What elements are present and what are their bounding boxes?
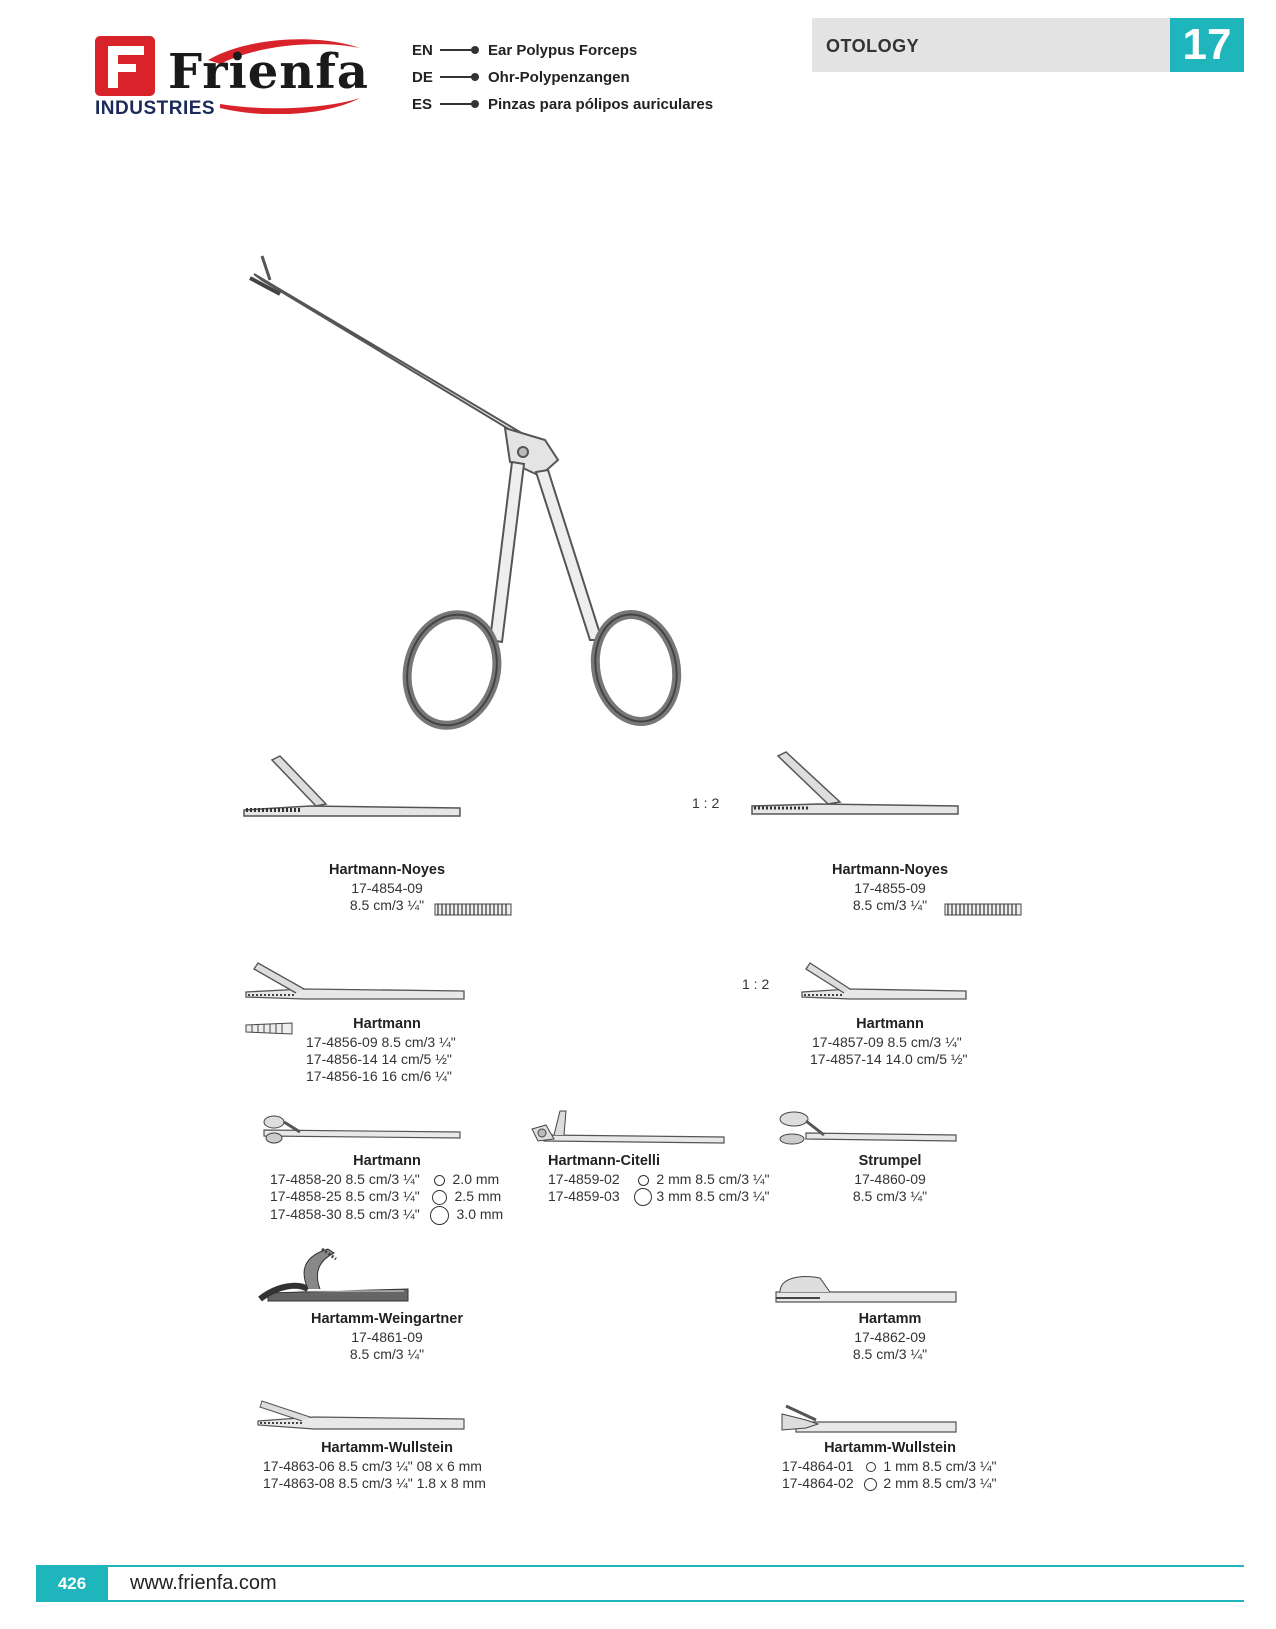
hartmann-cup-tip — [260, 1110, 470, 1150]
jaw-detail-icon — [244, 1022, 296, 1036]
product-code: 17-4855-09 — [854, 880, 926, 896]
brand-subtitle: INDUSTRIES — [95, 98, 216, 119]
product-code: 17-4862-09 — [854, 1329, 926, 1345]
product-size: 8.5 cm/3 ¼" — [852, 897, 928, 913]
lang-text: Pinzas para pólipos auriculares — [488, 95, 714, 113]
section-title: OTOLOGY — [826, 36, 920, 56]
product-name: Hartmann-Citelli — [548, 1153, 660, 1169]
product-code: 17-4861-09 — [351, 1329, 423, 1345]
product-size: 8.5 cm/3 ¼" — [852, 1346, 928, 1362]
lang-text: Ohr-Polypenzangen — [488, 68, 630, 86]
lang-code: EN — [412, 41, 433, 59]
product-code: 17-4854-09 — [351, 880, 423, 896]
jaw-serration-icon — [944, 902, 1024, 918]
variant-code: 17-4864-01 — [782, 1458, 854, 1474]
variant-size: 3.0 mm — [456, 1206, 504, 1223]
variant-code: 17-4858-25 8.5 cm/3 ¼" — [270, 1188, 420, 1204]
product-variant — [782, 1475, 997, 1492]
product-name: Hartmann-Noyes — [328, 862, 446, 878]
lang-text: Ear Polypus Forceps — [488, 41, 638, 59]
footer-rule-bottom — [36, 1600, 1244, 1602]
hartamm-tip — [770, 1270, 962, 1310]
variant-code: 17-4864-02 — [782, 1475, 854, 1491]
product-variant: 17-4856-14 14 cm/5 ½" — [306, 1051, 452, 1067]
product-name: Hartmann-Noyes — [831, 862, 949, 878]
lang-row-de — [412, 67, 630, 87]
product-variant — [270, 1171, 499, 1188]
product-size: 8.5 cm/3 ¼" — [349, 897, 425, 913]
variant-code: 17-4858-30 8.5 cm/3 ¼" — [270, 1206, 420, 1223]
product-variant: 17-4863-06 8.5 cm/3 ¼" 08 x 6 mm — [263, 1458, 482, 1474]
product-name: Hartamm-Wullstein — [824, 1440, 956, 1456]
product-variant: 17-4863-08 8.5 cm/3 ¼" 1.8 x 8 mm — [263, 1475, 486, 1491]
jaw-serration-icon — [434, 902, 514, 918]
product-variant: 17-4856-09 8.5 cm/3 ¼" — [306, 1034, 456, 1050]
product-name: Strumpel — [858, 1153, 922, 1169]
tip-size-circle-icon — [634, 1188, 652, 1206]
ear-forceps-illustration — [240, 250, 720, 770]
product-name: Hartmann — [353, 1153, 421, 1169]
hartamm-wullstein-tip-left — [254, 1395, 470, 1435]
variant-size: 1 mm 8.5 cm/3 ¼" — [883, 1458, 997, 1474]
tip-size-circle-icon — [638, 1175, 649, 1186]
product-variant — [782, 1458, 997, 1475]
hartamm-wullstein-tip-right — [776, 1400, 962, 1440]
product-name: Hartmann — [856, 1016, 924, 1032]
lang-row-en — [412, 40, 637, 60]
tip-size-circle-icon — [434, 1175, 445, 1186]
footer-website-link[interactable]: www.frienfa.com — [130, 1572, 277, 1594]
brand-name: Frienfa — [168, 44, 369, 100]
scale-ratio: 1 : 2 — [692, 795, 720, 811]
variant-size: 2 mm 8.5 cm/3 ¼" — [883, 1475, 997, 1491]
brand-logo-mark — [95, 36, 155, 96]
product-variant — [548, 1171, 770, 1188]
tip-size-circle-icon — [432, 1190, 447, 1205]
hartmann-tip-right — [800, 955, 970, 1005]
hartmann-noyes-tip-left — [240, 750, 470, 820]
hartmann-noyes-tip-right — [748, 750, 968, 820]
connector-line — [440, 76, 474, 78]
product-variant: 17-4857-14 14.0 cm/5 ½" — [810, 1051, 968, 1067]
lang-row-es — [412, 94, 713, 114]
tip-size-circle-icon — [864, 1478, 877, 1491]
scale-ratio: 1 : 2 — [742, 976, 770, 992]
lang-code: ES — [412, 95, 433, 113]
product-code: 17-4860-09 — [854, 1171, 926, 1187]
tip-size-circle-icon — [866, 1462, 876, 1472]
variant-size: 2.0 mm — [452, 1171, 500, 1187]
product-name: Hartamm-Weingartner — [310, 1311, 464, 1327]
strumpel-tip — [776, 1105, 962, 1150]
connector-line — [440, 103, 474, 105]
tip-size-circle-icon — [430, 1206, 449, 1225]
variant-code: 17-4859-03 — [548, 1188, 620, 1204]
footer-rule-top — [36, 1565, 1244, 1567]
product-variant: 17-4856-16 16 cm/6 ¼" — [306, 1068, 452, 1084]
product-size: 8.5 cm/3 ¼" — [349, 1346, 425, 1362]
page-number: 426 — [36, 1565, 108, 1602]
hartmann-citelli-tip — [524, 1105, 730, 1150]
section-number: 17 — [1170, 18, 1244, 72]
product-name: Hartamm — [858, 1311, 922, 1327]
product-variant: 17-4857-09 8.5 cm/3 ¼" — [812, 1034, 962, 1050]
variant-size: 2.5 mm — [454, 1188, 502, 1204]
variant-code: 17-4858-20 8.5 cm/3 ¼" — [270, 1171, 420, 1187]
variant-size: 3 mm 8.5 cm/3 ¼" — [656, 1188, 770, 1204]
product-size: 8.5 cm/3 ¼" — [852, 1188, 928, 1204]
variant-code: 17-4859-02 — [548, 1171, 620, 1187]
product-name: Hartamm-Wullstein — [321, 1440, 453, 1456]
hartmann-tip-left — [244, 955, 468, 1005]
product-variant — [548, 1188, 770, 1206]
connector-line — [440, 49, 474, 51]
product-name: Hartmann — [353, 1016, 421, 1032]
hartamm-weingartner-tip — [258, 1245, 410, 1305]
variant-size: 2 mm 8.5 cm/3 ¼" — [656, 1171, 770, 1187]
product-variant — [270, 1206, 503, 1225]
lang-code: DE — [412, 68, 433, 86]
product-variant — [270, 1188, 501, 1205]
